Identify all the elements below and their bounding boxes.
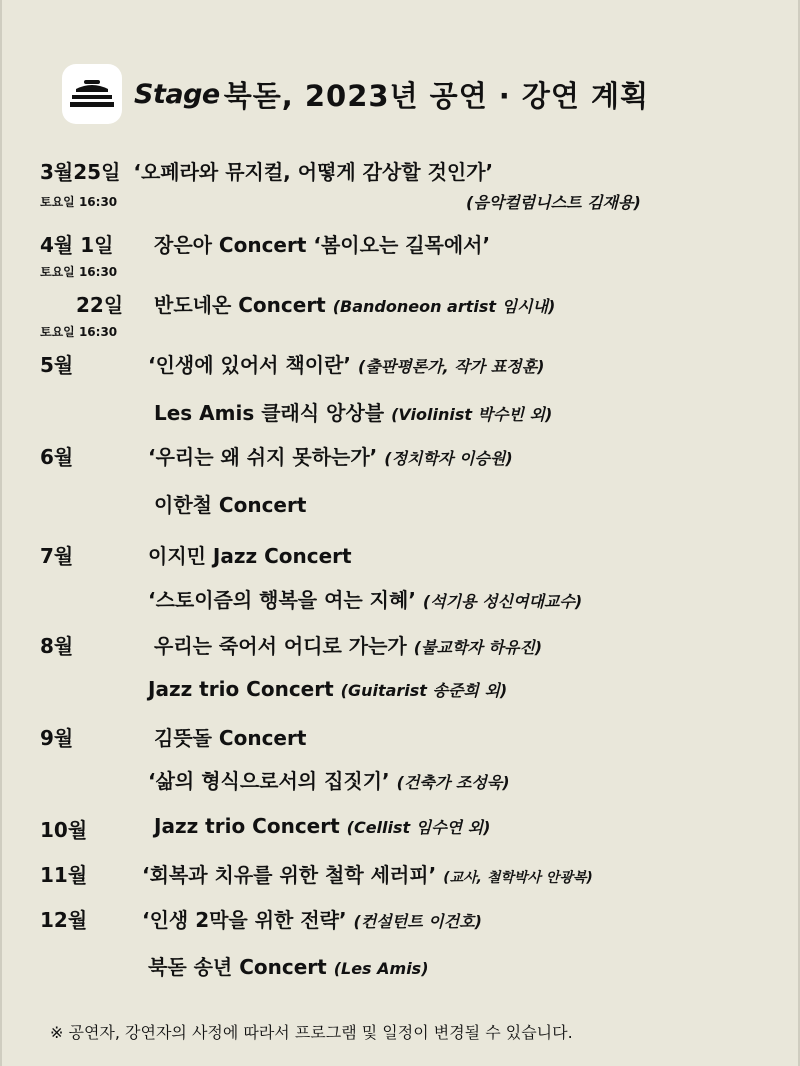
entry-note: (Violinist 박수빈 외): [391, 405, 553, 424]
month-aug: 8월: [40, 634, 74, 658]
entry-title: 장은아 Concert ‘봄이오는 길목에서’: [154, 233, 491, 257]
month-may: 5월: [40, 353, 74, 377]
month-dec: 12월: [40, 908, 88, 932]
month-oct: 10월: [40, 818, 88, 842]
entry-note: (Les Amis): [333, 959, 429, 978]
entry-oct-1: [154, 814, 490, 838]
entry-date: 3월25일: [40, 160, 121, 184]
entry-note: (석기용 성신여대교수): [422, 592, 583, 611]
entry-jul-1: [148, 540, 352, 569]
entry-note: (Cellist 임수연 외): [346, 818, 491, 837]
entry-title: ‘삶의 형식으로서의 집짓기’: [148, 769, 390, 793]
month-nov: 11월: [40, 863, 88, 887]
entry-sep-1: [154, 722, 306, 751]
entry-note: (교사, 철학박사 안광복): [443, 870, 593, 886]
entry-title: Les Amis 클래식 앙상블: [154, 401, 385, 425]
page-title: 북돋, 2023년 공연 · 강연 계획: [223, 78, 650, 113]
entry-jul-2: [148, 584, 582, 613]
entry-may-2: [154, 397, 552, 426]
entry-mar25: [40, 156, 493, 185]
entry-title: ‘우리는 왜 쉬지 못하는가’: [148, 445, 378, 469]
entry-title: 김뜻돌 Concert: [154, 726, 307, 750]
header: [62, 64, 649, 124]
entry-note: (음악컬럼니스트 김재용): [466, 193, 641, 212]
entry-apr22: [154, 289, 555, 318]
entry-dec-1: [142, 904, 482, 933]
entry-time: 토요일 16:30: [40, 265, 118, 279]
entry-time: 토요일 16:30: [40, 195, 118, 209]
entry-title: 우리는 죽어서 어디로 가는가: [154, 634, 407, 658]
entry-title: ‘인생 2막을 위한 전략’: [142, 908, 347, 932]
entry-title: Jazz trio Concert: [148, 677, 334, 701]
entry-title: Jazz trio Concert: [154, 814, 340, 838]
brand-name: Stage: [134, 78, 220, 110]
entry-sep-2: [148, 765, 510, 794]
entry-apr1: [40, 229, 113, 258]
entry-note: (정치학자 이승원): [384, 449, 513, 468]
entry-note: (Bandoneon artist 임시내): [332, 297, 556, 316]
entry-aug-1: [154, 630, 542, 659]
entry-title: 이한철 Concert: [154, 493, 307, 517]
entry-note: (컨설턴트 이건호): [353, 912, 482, 931]
entry-title: ‘인생에 있어서 책이란’: [148, 353, 352, 377]
entry-date: 22일: [76, 293, 124, 317]
entry-title: 북돋 송년 Concert: [148, 955, 327, 979]
entry-note: (Guitarist 송준희 외): [340, 681, 508, 700]
entry-note: (출판평론가, 작가 표정훈): [357, 357, 545, 376]
entry-aug-2: [148, 677, 507, 701]
month-sep: 9월: [40, 726, 74, 750]
entry-note: (건축가 조성욱): [396, 773, 510, 792]
entry-dec-2: [148, 951, 429, 980]
entry-date: 4월 1일: [40, 233, 114, 257]
entry-note: (불교학자 하유진): [413, 638, 543, 657]
entry-time: 토요일 16:30: [40, 325, 118, 339]
entry-title: 반도네온 Concert: [154, 293, 326, 317]
month-jul: 7월: [40, 544, 74, 568]
entry-jun-2: [154, 489, 306, 518]
entry-title: ‘회복과 치유를 위한 철학 세러피’: [142, 863, 437, 887]
footer-notice: ※ 공연자, 강연자의 사정에 따라서 프로그램 및 일정이 변경될 수 있습니다.: [50, 1023, 573, 1042]
stage-logo-icon: [62, 64, 122, 124]
entry-title: 이지민 Jazz Concert: [148, 544, 352, 568]
entry-may-1: [148, 349, 544, 378]
left-border: [0, 0, 2, 1066]
entry-title: ‘스토이즘의 행복을 여는 지혜’: [148, 588, 416, 612]
entry-jun-1: [148, 441, 513, 470]
month-jun: 6월: [40, 445, 74, 469]
entry-nov-1: [142, 859, 593, 888]
entry-title: ‘오페라와 뮤지컬, 어떻게 감상할 것인가’: [133, 160, 494, 184]
